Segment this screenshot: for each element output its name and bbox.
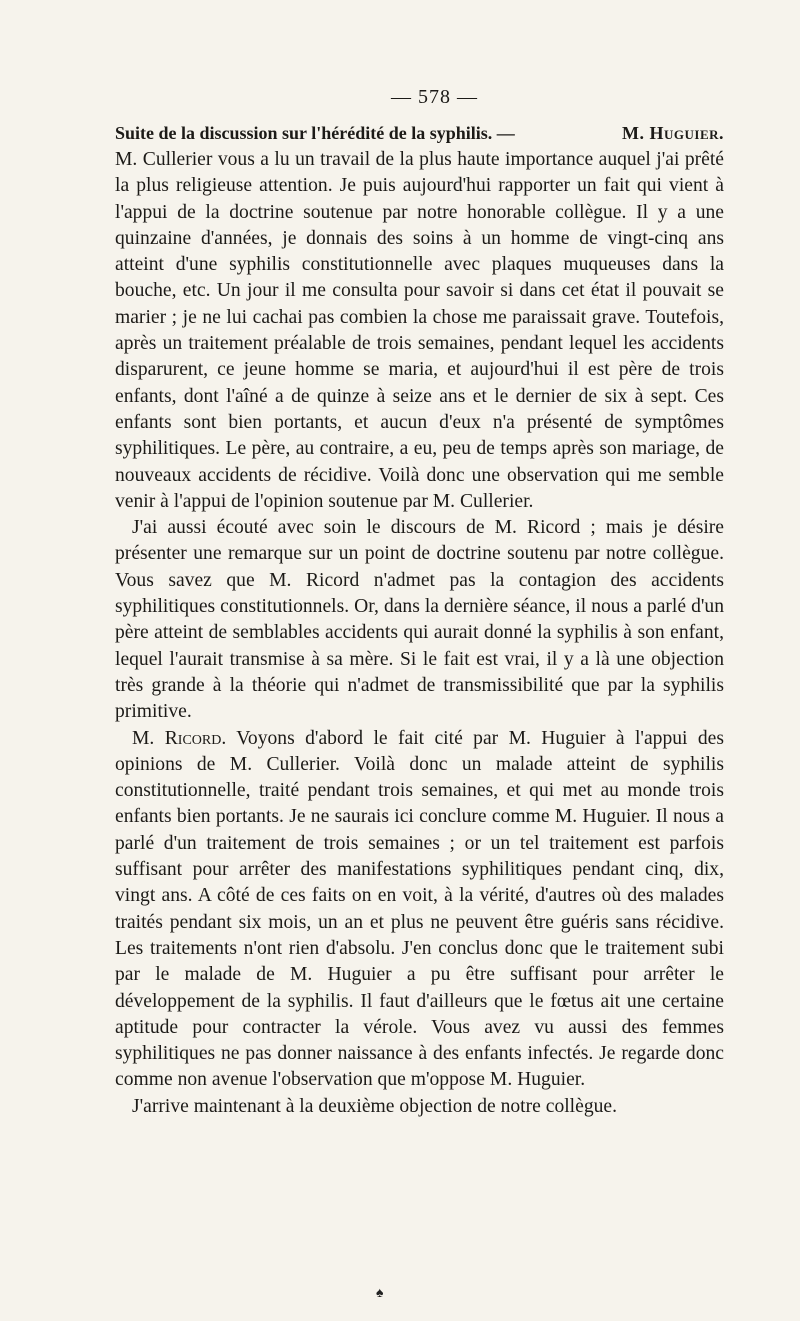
section-heading: [115, 121, 724, 145]
paragraph-1: M. Cullerier vous a lu un travail de la plus haute importance auquel j'ai prêté la plus religieuse attention. Je puis aujourd'hui rapporter un fait qui vient à l'appui de la doctrine soutenue par notre honorable collègue. Il y a une quinzaine d'années, je donnais des soins à un homme de vingt-cinq ans atteint d'une syphilis constitutionnelle avec plaques muqueuses dans la bouche, etc. Un jour il me consulta pour savoir si dans cet état il pouvait se marier ; je ne lui cachai pas combien la chose me paraissait grave. Toutefois, après un traitement préalable de trois semaines, pendant lequel les accidents disparurent, ce jeune homme se maria, et aujourd'hui il est père de trois enfants, dont l'aîné a de quinze à seize ans et le dernier de six à sept. Ces enfants sont bien portants, et aucun d'eux n'a présenté de symptômes syphilitiques. Le père, au contraire, a eu, peu de temps après son mariage, de nouveaux accidents de récidive. Voilà donc une observation qui me semble venir à l'appui de l'opinion soutenue par M. Cullerier.: [115, 149, 724, 512]
paragraph-4: J'arrive maintenant à la deuxième objection de notre collègue.: [132, 1095, 618, 1117]
speaker-name: M. Huguier.: [622, 123, 724, 143]
ornament-icon: ♠: [376, 1286, 384, 1301]
paragraph-2: J'ai aussi écouté avec soin le discours de M. Ricord ; mais je désire présenter une remarque sur un point de doctrine soutenu par notre collègue. Vous savez que M. Ricord n'admet pas la contagion des accidents syphilitiques constitutionnels. Or, dans la dernière séance, il nous a parlé d'un père atteint de semblables accidents qui aurait donné la syphilis à son enfant, lequel l'aurait transmise à sa mère. Si le fait est vrai, il y a là une objection très grande à la théorie qui n'admet de transmissibilité que par la syphilis primitive.: [115, 517, 724, 723]
paragraph-3: [115, 726, 724, 1094]
speaker-name: M. Ricord.: [132, 727, 227, 749]
paragraph-3-body: Voyons d'abord le fait cité par M. Huguier à l'appui des opinions de M. Cullerier. Voilà donc un malade atteint de syphilis constitutionnelle, traité pendant trois semaines, et qui met au monde trois enfants bien portants. Je ne saurais ici conclure comme M. Huguier. Il nous a parlé d'un traitement de trois semaines ; or un tel traitement est parfois suffisant pour arrêter des manifestations syphilitiques pendant cinq, dix, vingt ans. A côté de ces faits on en voit, à la vérité, d'autres où des malades traités pendant six mois, un an et plus ne peuvent être guéris sans récidive. Les traitements n'ont rien d'absolu. J'en conclus donc que le traitement subi par le malade de M. Huguier a pu être suffisant pour arrêter le développement de la syphilis. Il faut d'ailleurs que le fœtus ait une certaine aptitude pour contracter la vérole. Vous avez vu aussi des femmes syphilitiques ne pas donner naissance à des enfants infectés. Je regarde donc comme non avenue l'observation que m'oppose M. Huguier.: [115, 727, 724, 1091]
section-title: Suite de la discussion sur l'hérédité de la syphilis. —: [115, 123, 515, 143]
page-number: — 578 —: [391, 86, 478, 108]
